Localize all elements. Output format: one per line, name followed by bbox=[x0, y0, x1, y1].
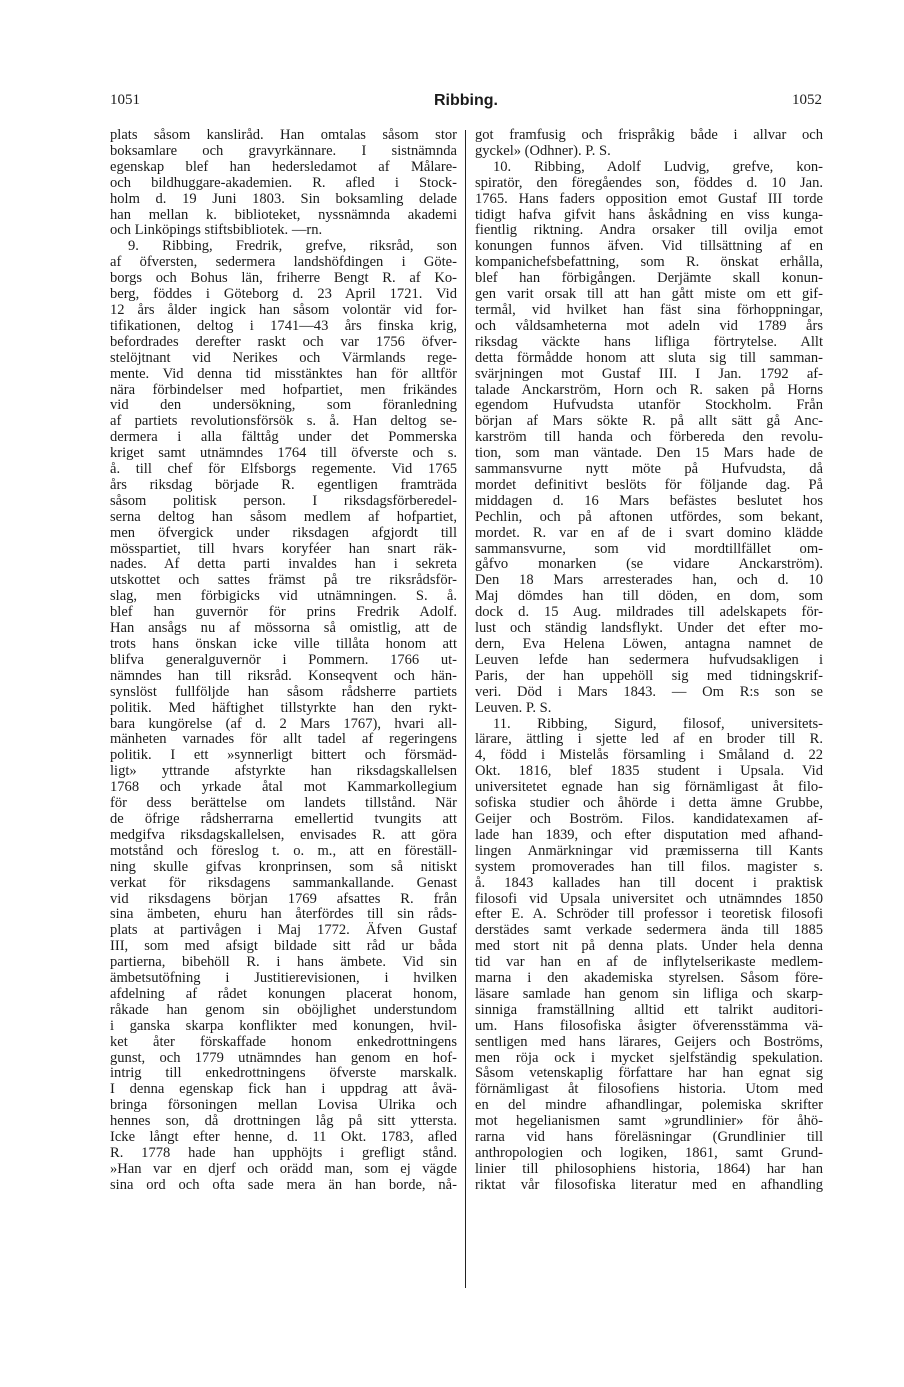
text-line: egenskap blef han hedersledamot af Målare- bbox=[110, 158, 457, 175]
text-line: 12 års ålder ingick han såsom volontär vid for- bbox=[110, 301, 457, 318]
text-line: Såsom vetenskaplig författare har han egnat sig bbox=[475, 1065, 823, 1082]
text-line: plats såsom kanslіråd. Han omtalas såsom stor bbox=[110, 127, 457, 143]
text-line: system promoverades han till filos. magister s. bbox=[475, 858, 823, 875]
text-line: han mellan k. biblioteket, nyssnämnda akademi bbox=[110, 206, 457, 223]
text-line: gen varit orsak till att han gått miste om ett gif- bbox=[475, 286, 823, 303]
text-line: serna deltog han såsom medlem af hofpartiet, bbox=[110, 508, 457, 525]
text-line: blef han förbigången. Derjämte skall konun- bbox=[475, 270, 823, 287]
running-title: Ribbing. bbox=[434, 92, 498, 109]
text-line: mänheten varnades för allt tadel af regeringens bbox=[110, 731, 457, 748]
text-line: motstånd och föreslog t. o. m., att en föreställ- bbox=[110, 842, 457, 859]
text-line: fientlig riktning. Andra orsaker till ovilja emot bbox=[475, 222, 823, 239]
text-line: holm d. 19 Juni 1803. Sin boksamling delade bbox=[110, 190, 457, 207]
text-line: af öfversten, sedermera landshöfdingen i Göte- bbox=[110, 254, 457, 271]
text-line: blef han guvernör för prins Fredrik Adolf. bbox=[110, 604, 457, 621]
text-line: nades. Af detta parti invaldes han i sekreta bbox=[110, 556, 457, 573]
text-line: en del mindre afhandlingar, polemiska skrifter bbox=[475, 1097, 823, 1114]
text-line: verkat för riksdagens sammankallande. Genast bbox=[110, 874, 457, 891]
right-text-column bbox=[475, 128, 823, 1194]
text-line: III, som med afsigt bildade sitt råd ur båda bbox=[110, 938, 457, 955]
text-line: derstädes samt verkade sedermera ända till 1885 bbox=[475, 922, 823, 939]
text-line: sina ord och ofta sade mera än han borde, nå- bbox=[110, 1176, 457, 1193]
text-line: gunst, och 1779 utnämndes han genom en hof- bbox=[110, 1049, 457, 1066]
page-number-right: 1052 bbox=[792, 92, 822, 108]
text-line: å. till chef för Elfsborgs regemente. Vid 1765 bbox=[110, 461, 457, 478]
text-line: I denna egenskap fick han i uppdrag att åvä- bbox=[110, 1081, 457, 1098]
text-line: 9. Ribbing, Fredrik, grefve, riksråd, son bbox=[128, 238, 457, 255]
text-line: politik. Med häftighet tillstyrkte han den rykt- bbox=[110, 699, 457, 716]
page-number-left: 1051 bbox=[110, 92, 140, 108]
text-line: mösspartiet, till hvars koryféer han snart räk- bbox=[110, 540, 457, 557]
text-line: kriget samt utnämndes 1764 till öfverste och s. bbox=[110, 445, 457, 462]
text-line: Leuven. P. S. bbox=[475, 699, 552, 716]
text-line: års riksdag började R. egentligen framträda bbox=[110, 476, 457, 493]
text-line: dock d. 15 Aug. mildrades till adelskapets för- bbox=[475, 604, 823, 621]
text-line: sina ämbeten, ehuru han återfördes till sin råds- bbox=[110, 906, 457, 923]
text-line: rarna vid hans föreläsningar (Grundlinier till bbox=[475, 1129, 823, 1146]
text-line: tid var han en af de inflytelserikaste medlem- bbox=[475, 954, 823, 971]
text-line: linier till philosophiens historia, 1864) har han bbox=[475, 1160, 823, 1177]
text-line: Maj dömdes han till döden, en dom, som bbox=[475, 588, 823, 605]
text-line: lingen Anmärkningar vid præmisserna till Kants bbox=[475, 842, 823, 859]
text-line: sofiska studier och åhörde i detta ämne Grubbe, bbox=[475, 795, 823, 812]
text-line: med stort nit på denna plats. Under hela denna bbox=[475, 938, 823, 955]
text-line: tifikationen, deltog i 1741—43 års finska krig, bbox=[110, 317, 457, 334]
text-line: afdelning af rådet konungen placerat honom, bbox=[110, 985, 457, 1002]
text-line: vid riksdagens början 1769 afsattes R. från bbox=[110, 890, 457, 907]
text-line: R. 1778 hade han upphöjts i grefligt stånd. bbox=[110, 1145, 457, 1161]
text-line: 4, född i Mistelås församling i Småland d. 22 bbox=[475, 747, 823, 764]
text-line: råkade han genom sin oböjlighet understundom bbox=[110, 1001, 457, 1018]
text-line: intrig till enkedrottningens öfverste marskalk. bbox=[110, 1065, 457, 1082]
text-line: marna i den akademiska styrelsen. Såsom före- bbox=[475, 970, 823, 987]
text-line: medgifva riksdagskallelsen, envisades R. att göra bbox=[110, 826, 457, 843]
text-line: i ganska skarpa konflikter med konungen, hvil- bbox=[110, 1017, 457, 1034]
text-line: efter E. A. Schröder till professor i teoretisk filosofi bbox=[475, 906, 823, 923]
text-line: af partiets revolutionsförsök s. å. Han deltog se- bbox=[110, 413, 457, 430]
text-line: spiratör, den föregåendes son, föddes d. 10 Jan. bbox=[475, 174, 823, 191]
text-line: slag, men förbigicks vid utnämningen. S. å. bbox=[110, 588, 457, 605]
text-line: tidigt hafva gifvit hans åskådning en viss kunga- bbox=[475, 206, 823, 223]
text-line: riktat vår filosofiska literatur med en afhandling bbox=[475, 1176, 823, 1193]
text-line: men öfvergick under riksdagen afgjordt till bbox=[110, 524, 457, 541]
text-line: berg, föddes i Göteborg d. 23 April 1721. Vid bbox=[110, 286, 457, 303]
text-line: Icke långt efter henne, d. 11 Okt. 1783, afled bbox=[110, 1129, 457, 1146]
text-line: förnämligast åt filosofiens historia. Utom med bbox=[475, 1081, 823, 1098]
text-line: filosofi vid Upsala universitet och utnämndes 1850 bbox=[475, 890, 823, 907]
text-line: sinniga framställning alltid ett talrikt auditori- bbox=[475, 1001, 823, 1018]
text-line: mente. Vid denna tid misstänktes han för alltför bbox=[110, 365, 457, 382]
text-line: boksamlare och gravyrkännare. I sistnämnda bbox=[110, 142, 457, 159]
text-line: lade han 1839, och efter disputation med afhand- bbox=[475, 826, 823, 843]
text-line: ning skulle gifvas kronprinsen, som så nitiskt bbox=[110, 858, 457, 875]
text-line: stelöjtnant vid Nerikes och Värmlands rege- bbox=[110, 349, 457, 366]
text-line: lust och ständig landsflykt. Under det efter mo- bbox=[475, 620, 823, 637]
text-line: vid den undersökning, som föranledning bbox=[110, 397, 457, 414]
text-line: Han ansågs nu af mössorna så omistlig, att de bbox=[110, 620, 457, 637]
page-header bbox=[110, 92, 822, 114]
text-line: för dess berättelse om landets tillstånd. När bbox=[110, 795, 457, 812]
text-line: Okt. 1816, blef 1835 student i Upsala. Vid bbox=[475, 763, 823, 780]
text-line: anthropologien och logiken, 1861, samt Grund- bbox=[475, 1145, 823, 1161]
text-line: um. Hans filosofiska åsigter öfverensstämma vä- bbox=[475, 1017, 823, 1034]
text-line: got framfusig och frispråkig både i allvar och bbox=[475, 127, 823, 143]
text-line: blifva generalguvernör i Pommern. 1766 ut- bbox=[110, 651, 457, 668]
text-line: ket åter förskaffade honom enkedrottningens bbox=[110, 1033, 457, 1050]
text-line: läsare samlade han genom sin lifliga och skarp- bbox=[475, 985, 823, 1002]
text-line: ligt» yttrande afstyrkte han riksdagskallelsen bbox=[110, 763, 457, 780]
text-line: Leuven lefde han sedermera hufvudsakligen i bbox=[475, 651, 823, 668]
text-line: och Linköpings stiftsbibliotek. —rn. bbox=[110, 222, 323, 239]
text-line: bringa försoningen mellan Lovisa Ulrika och bbox=[110, 1097, 457, 1114]
text-line: och bildhuggare-akademien. R. afled i Stock- bbox=[110, 174, 457, 191]
text-line: gåfvo monarken (se vidare Anckarström). bbox=[475, 556, 823, 573]
text-line: politik. I ett »synnerligt bittert och försmäd- bbox=[110, 747, 457, 764]
column-divider bbox=[465, 130, 466, 1288]
text-line: 1765. Hans faders opposition emot Gustaf III torde bbox=[475, 190, 823, 207]
text-line: tion, som man väntade. Den 15 Mars hade de bbox=[475, 445, 823, 462]
text-line: plats at partivågen i Maj 1772. Äfven Gustaf bbox=[110, 922, 457, 939]
text-line: borgs och Bohus län, friherre Bengt R. af Ko- bbox=[110, 270, 457, 287]
text-line: detta förmådde honom att sluta sig till samman- bbox=[475, 349, 823, 366]
text-line: svärjningen mot Gustaf III. I Jan. 1792 af- bbox=[475, 365, 823, 382]
text-line: universitetet egnade han sig förnämligast åt filo- bbox=[475, 779, 823, 796]
text-line: Paris, der han uppehöll sig med tidningskrif- bbox=[475, 667, 823, 684]
text-line: sentligen med hans lärares, Geijers och Boströms, bbox=[475, 1033, 823, 1050]
text-line: å. 1843 kallades han till docent i praktisk bbox=[475, 874, 823, 891]
text-line: men röja ock i mycket sjelfständig spekulation. bbox=[475, 1049, 823, 1066]
text-line: såsom politisk person. I riksdagsförberedel- bbox=[110, 492, 457, 509]
text-line: 1768 och yrkade åtal mot Kammarkollegium bbox=[110, 779, 457, 796]
text-line: bara kungörelse (af d. 2 Mars 1767), hvari all- bbox=[110, 715, 457, 732]
text-line: »Han var en djerf och orädd man, som ej vägde bbox=[110, 1160, 457, 1177]
text-line: lärare, ättling i sjette led af en broder till R. bbox=[475, 731, 823, 748]
text-line: karström till handa och förbereda den revolu- bbox=[475, 429, 823, 446]
left-text-column bbox=[110, 128, 457, 1194]
text-line: mordet definitivt beslöts för följande dag. På bbox=[475, 476, 823, 493]
text-line: trots hans önskan icke ville tillåta honom att bbox=[110, 636, 457, 652]
text-line: hennes son, då drottningen låg på sitt yttersta. bbox=[110, 1113, 457, 1130]
text-line: mot hegelianismen samt »grundlinier» för åhö- bbox=[475, 1113, 823, 1130]
text-line: dermera i alla fälttåg under det Pommerska bbox=[110, 429, 457, 446]
text-line: middagen d. 16 Mars befästes beslutet hos bbox=[475, 492, 823, 509]
text-line: dern, Eva Helena Löwen, antagna namnet de bbox=[475, 636, 823, 652]
text-line: de öfrige rådsherrarna emellertid tvungits att bbox=[110, 810, 457, 827]
text-line: 10. Ribbing, Adolf Ludvig, grefve, kon- bbox=[493, 158, 823, 175]
text-line: befordrades derefter raskt och var 1756 öfver- bbox=[110, 333, 457, 350]
text-line: Pechlin, och på aftonen utfördes, som bekant, bbox=[475, 508, 823, 525]
text-line: Den 18 Mars arresterades han, och d. 10 bbox=[475, 572, 823, 589]
text-line: talade Anckarström, Horn och R. saken på Horns bbox=[475, 381, 823, 398]
text-line: ämbetsutöfning i Justitierevisionen, i hvilken bbox=[110, 970, 457, 987]
text-line: och våldsamheterna mot adeln vid 1789 års bbox=[475, 317, 823, 334]
text-line: konungen funnos äfven. Vid tillsättning af en bbox=[475, 238, 823, 255]
text-line: mordet. R. var en af de i svart domino klädde bbox=[475, 524, 823, 541]
text-line: utskottet och sattes främst på tre riksrådsför- bbox=[110, 572, 457, 589]
text-line: termål, vid hvilket han fäst sina förhoppningar, bbox=[475, 301, 823, 318]
text-line: partierna, bibehöll R. i hans ämbete. Vid sin bbox=[110, 954, 457, 971]
text-line: synslöst fullföljde han såsom rådsherre partiets bbox=[110, 683, 457, 700]
text-line: gyckel» (Odhner). P. S. bbox=[475, 142, 611, 159]
text-line: Geijer och Boström. Filos. kandidatexamen af- bbox=[475, 810, 823, 827]
text-line: nära förbindelser med hofpartiet, men frikändes bbox=[110, 381, 457, 398]
text-line: kompanichefsbefattning, som R. önskat erhålla, bbox=[475, 254, 823, 271]
text-line: egendom Hufvudsta utanför Stockholm. Från bbox=[475, 397, 823, 414]
text-line: början af Mars sökte R. på allt sätt gå Anc- bbox=[475, 413, 823, 430]
text-line: sammansvurne nytt möte på Hufvudsta, då bbox=[475, 461, 823, 478]
text-line: riksdag väckte hans lifliga förtrytelse. Allt bbox=[475, 333, 823, 350]
text-line: veri. Död i Mars 1843. — Om R:s son se bbox=[475, 683, 823, 700]
text-line: nämndes han till riksråd. Konseqvent och hän- bbox=[110, 667, 457, 684]
text-line: sammansvurne, som vid mordtillfället om- bbox=[475, 540, 823, 557]
text-line: 11. Ribbing, Sigurd, filosof, universitets- bbox=[493, 715, 823, 732]
